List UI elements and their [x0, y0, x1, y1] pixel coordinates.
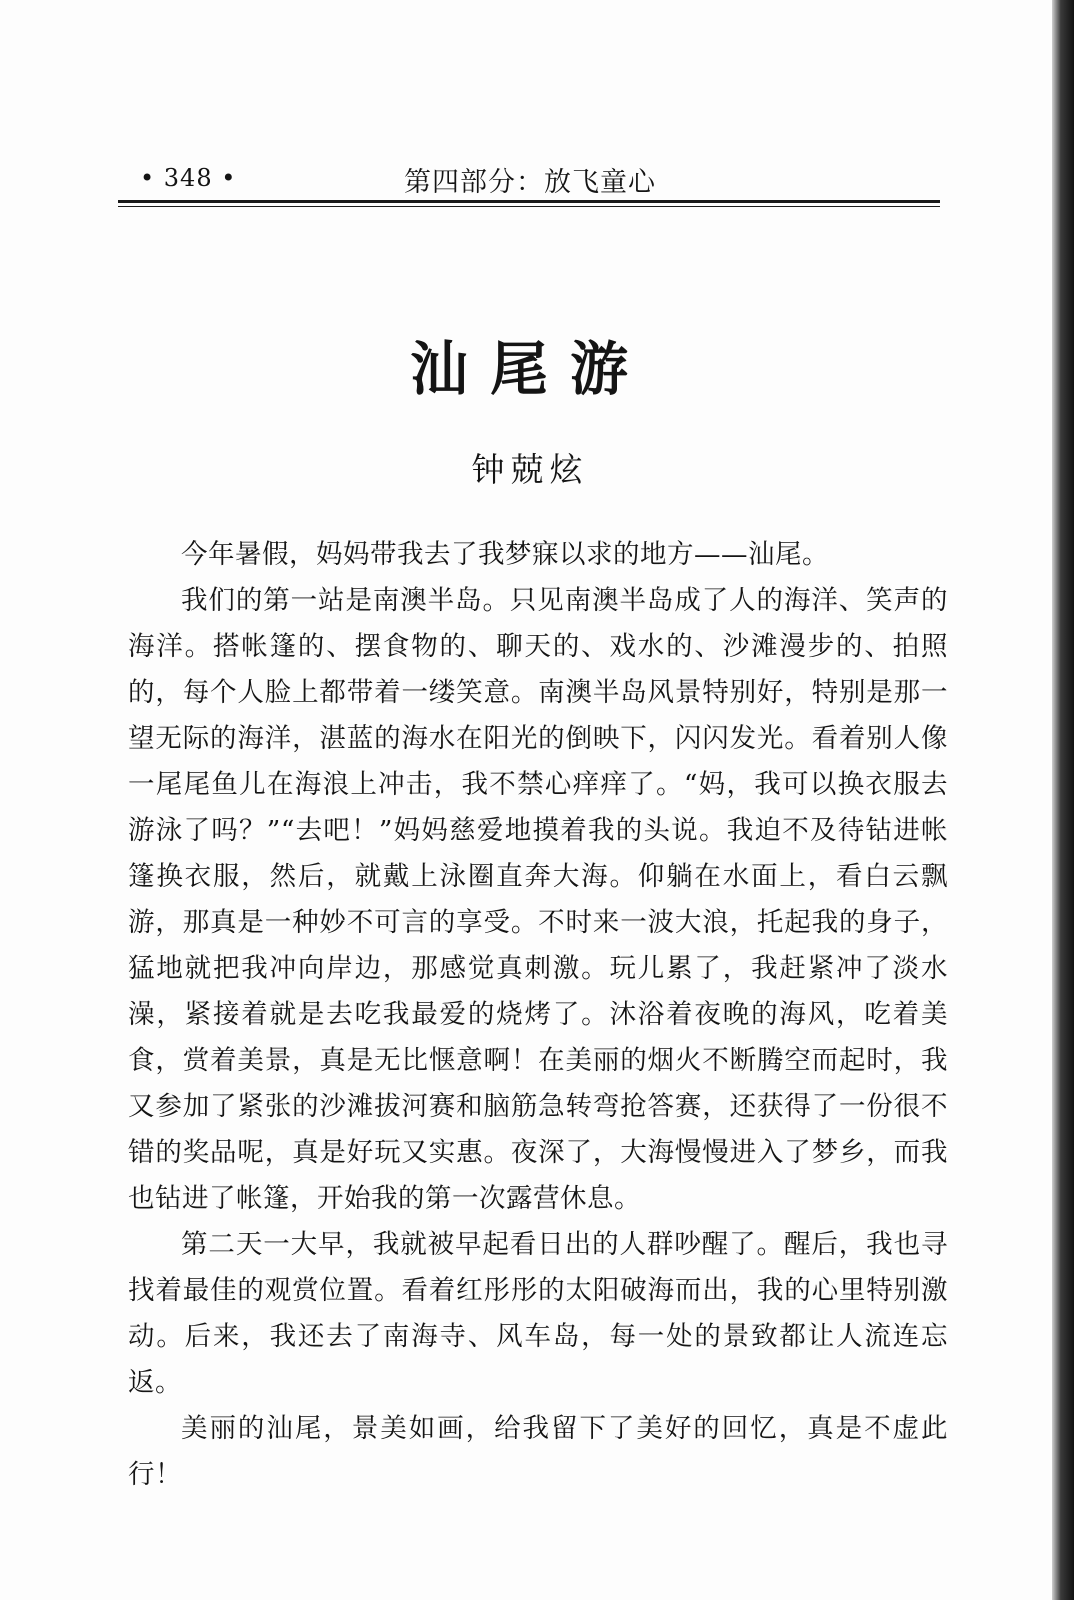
running-header — [118, 160, 940, 200]
header-rule-thick — [118, 200, 940, 203]
article-body — [128, 532, 948, 1498]
paragraph: 第二天一大早，我就被早起看日出的人群吵醒了。醒后，我也寻找着最佳的观赏位置。看着红彤彤的太阳破海而出，我的心里特别激动。后来，我还去了南海寺、风车岛，每一处的景致都让人流连忘返。 — [128, 1229, 948, 1398]
paragraph: 美丽的汕尾，景美如画，给我留下了美好的回忆，真是不虚此行！ — [128, 1413, 948, 1490]
paragraph: 我们的第一站是南澳半岛。只见南澳半岛成了人的海洋、笑声的海洋。搭帐篷的、摆食物的、聊天的、戏水的、沙滩漫步的、拍照的，每个人脸上都带着一缕笑意。南澳半岛风景特别好，特别是那一望无际的海洋，湛蓝的海水在阳光的倒映下，闪闪发光。看着别人像一尾尾鱼儿在海浪上冲击，我不禁心痒痒了。“妈，我可以换衣服去游泳了吗？”“去吧！”妈妈慈爱地摸着我的头说。我迫不及待钻进帐篷换衣服，然后，就戴上泳圈直奔大海。仰躺在水面上，看白云飘游，那真是一种妙不可言的享受。不时来一波大浪，托起我的身子，猛地就把我冲向岸边，那感觉真刺激。玩儿累了，我赶紧冲了淡水澡，紧接着就是去吃我最爱的烧烤了。沐浴着夜晚的海风，吃着美食，赏着美景，真是无比惬意啊！在美丽的烟火不断腾空而起时，我又参加了紧张的沙滩拔河赛和脑筋急转弯抢答赛，还获得了一份很不错的奖品呢，真是好玩又实惠。夜深了，大海慢慢进入了梦乡，而我也钻进了帐篷，开始我的第一次露营休息。 — [128, 585, 948, 1214]
scan-edge — [1052, 0, 1074, 1600]
header-rule-thin — [118, 206, 940, 207]
section-title: 第四部分：放飞童心 — [404, 167, 656, 198]
article-author: 钟兢炫 — [471, 450, 589, 489]
page-number: • 348 • — [140, 164, 237, 192]
article-title: 汕尾游 — [409, 335, 650, 403]
paragraph: 今年暑假，妈妈带我去了我梦寐以求的地方——汕尾。 — [181, 539, 829, 570]
